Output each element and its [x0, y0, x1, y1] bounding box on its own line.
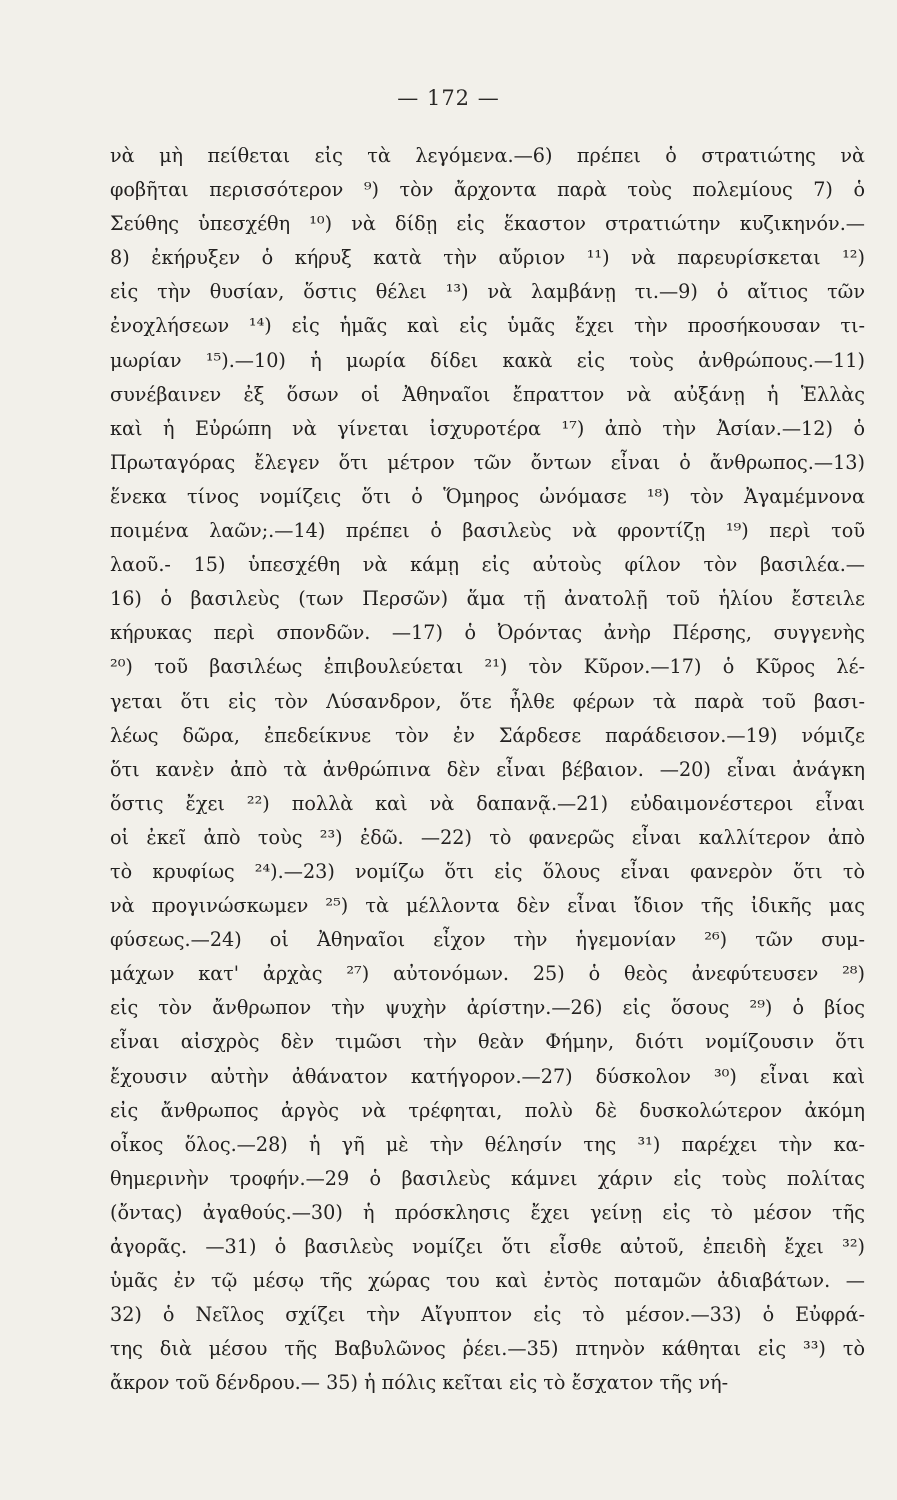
text-line: καὶ ἡ Εὐρώπη νὰ γίνεται ἰσχυροτέρα ¹⁷) ἀπὸ τὴν Ἀσίαν.—12) ὁ: [110, 416, 865, 440]
text-line: ὑμᾶς ἐν τῷ μέσῳ τῆς χώρας του καὶ ἐντὸς ποταμῶν ἀδιαβάτων. —: [110, 1269, 865, 1293]
text-line: τὸ κρυφίως ²⁴).—23) νομίζω ὅτι εἰς ὅλους εἶναι φανερὸν ὅτι τὸ: [110, 859, 865, 883]
text-line: ποιμένα λαῶν;.—14) πρέπει ὁ βασιλεὺς νὰ φροντίζῃ ¹⁹) περὶ τοῦ: [110, 519, 865, 543]
text-line: λέως δῶρα, ἐπεδείκνυε τὸν ἐν Σάρδεσε παράδεισον.—19) νόμιζε: [110, 723, 865, 747]
page-number: — 172 —: [397, 86, 500, 110]
text-line: (ὄντας) ἀγαθούς.—30) ἡ πρόσκλησις ἔχει γείνῃ εἰς τὸ μέσον τῆς: [110, 1200, 865, 1224]
text-line: ἄκρον τοῦ δένδρου.— 35) ἡ πόλις κεῖται εἰς τὸ ἔσχατον τῆς νή-: [110, 1371, 729, 1395]
text-line: οἱ ἐκεῖ ἀπὸ τοὺς ²³) ἐδῶ. —22) τὸ φανερῶς εἶναι καλλίτερον ἀπὸ: [110, 825, 865, 849]
text-line: ἐνοχλήσεων ¹⁴) εἰς ἡμᾶς καὶ εἰς ὑμᾶς ἔχει τὴν προσήκουσαν τι-: [110, 314, 865, 338]
text-line: ἕνεκα τίνος νομίζεις ὅτι ὁ Ὅμηρος ὠνόμασε ¹⁸) τὸν Ἀγαμέμνονα: [110, 484, 865, 508]
text-line: φύσεως.—24) οἱ Ἀθηναῖοι εἶχον τὴν ἡγεμονίαν ²⁶) τῶν συμ-: [110, 928, 865, 952]
text-line: εἶναι αἰσχρὸς δὲν τιμῶσι τὴν θεὰν Φήμην, διότι νομίζουσιν ὅτι: [110, 1030, 865, 1054]
text-line: εἰς τὸν ἄνθρωπον τὴν ψυχὴν ἀρίστην.—26) εἰς ὅσους ²⁹) ὁ βίος: [110, 996, 865, 1020]
body-text: [110, 139, 865, 1400]
text-line: της διὰ μέσου τῆς Βαβυλῶνος ῥέει.—35) πτηνὸν κάθηται εἰς ³³) τὸ: [110, 1337, 865, 1361]
text-line: νὰ προγινώσκωμεν ²⁵) τὰ μέλλοντα δὲν εἶναι ἴδιον τῆς ἰδικῆς μας: [110, 894, 865, 918]
text-line: ἔχουσιν αὐτὴν ἀθάνατον κατήγορον.—27) δύσκολον ³⁰) εἶναι καὶ: [110, 1064, 865, 1088]
text-line: οἶκος ὅλος.—28) ἡ γῆ μὲ τὴν θέλησίν της ³¹) παρέχει τὴν κα-: [110, 1132, 865, 1156]
text-line: θημερινὴν τροφήν.—29 ὁ βασιλεὺς κάμνει χάριν εἰς τοὺς πολίτας: [110, 1166, 865, 1190]
text-line: κήρυκας περὶ σπονδῶν. —17) ὁ Ὀρόντας ἀνὴρ Πέρσης, συγγενὴς: [110, 621, 865, 645]
text-line: 16) ὁ βασιλεὺς (των Περσῶν) ἅμα τῇ ἀνατολῇ τοῦ ἡλίου ἔστειλε: [110, 587, 865, 611]
text-line: φοβῆται περισσότερον ⁹) τὸν ἄρχοντα παρὰ τοὺς πολεμίους 7) ὁ: [110, 178, 865, 202]
text-line: μάχων κατ' ἀρχὰς ²⁷) αὐτονόμων. 25) ὁ θεὸς ἀνεφύτευσεν ²⁸): [110, 962, 865, 986]
text-line: 32) ὁ Νεῖλος σχίζει τὴν Αἴγυπτον εἰς τὸ μέσον.—33) ὁ Εὐφρά-: [110, 1303, 865, 1327]
text-line: Πρωταγόρας ἔλεγεν ὅτι μέτρον τῶν ὄντων εἶναι ὁ ἄνθρωπος.—13): [110, 450, 865, 474]
text-line: εἰς τὴν θυσίαν, ὅστις θέλει ¹³) νὰ λαμβάνῃ τι.—9) ὁ αἴτιος τῶν: [110, 280, 865, 304]
text-line: νὰ μὴ πείθεται εἰς τὰ λεγόμενα.—6) πρέπει ὁ στρατιώτης νὰ: [110, 144, 865, 167]
text-line: γεται ὅτι εἰς τὸν Λύσανδρον, ὅτε ἦλθε φέρων τὰ παρὰ τοῦ βασι-: [110, 689, 865, 713]
text-line: συνέβαινεν ἐξ ὅσων οἱ Ἀθηναῖοι ἔπραττον νὰ αὐξάνῃ ἡ Ἑλλὰς: [110, 382, 865, 406]
text-line: ²⁰) τοῦ βασιλέως ἐπιβουλεύεται ²¹) τὸν Κῦρον.—17) ὁ Κῦρος λέ-: [110, 655, 865, 679]
text-line: ἀγορᾶς. —31) ὁ βασιλεὺς νομίζει ὅτι εἶσθε αὐτοῦ, ἐπειδὴ ἔχει ³²): [110, 1235, 865, 1258]
text-line: λαοῦ.- 15) ὑπεσχέθη νὰ κάμῃ εἰς αὐτοὺς φίλον τὸν βασιλέα.—: [110, 553, 865, 577]
text-line: ὅτι κανὲν ἀπὸ τὰ ἀνθρώπινα δὲν εἶναι βέβαιον. —20) εἶναι ἀνάγκη: [110, 757, 865, 781]
text-line: 8) ἐκήρυξεν ὁ κήρυξ κατὰ τὴν αὔριον ¹¹) νὰ παρευρίσκεται ¹²): [110, 246, 865, 270]
text-line: ὅστις ἔχει ²²) πολλὰ καὶ νὰ δαπανᾷ.—21) εὐδαιμονέστεροι εἶναι: [110, 791, 865, 815]
text-line: μωρίαν ¹⁵).—10) ἡ μωρία δίδει κακὰ εἰς τοὺς ἀνθρώπους.—11): [110, 348, 865, 372]
text-line: εἰς ἄνθρωπος ἀργὸς νὰ τρέφηται, πολὺ δὲ δυσκολώτερον ἀκόμη: [110, 1098, 865, 1122]
text-line: Σεύθης ὑπεσχέθη ¹⁰) νὰ δίδῃ εἰς ἕκαστον στρατιώτην κυζικηνόν.—: [110, 212, 865, 236]
